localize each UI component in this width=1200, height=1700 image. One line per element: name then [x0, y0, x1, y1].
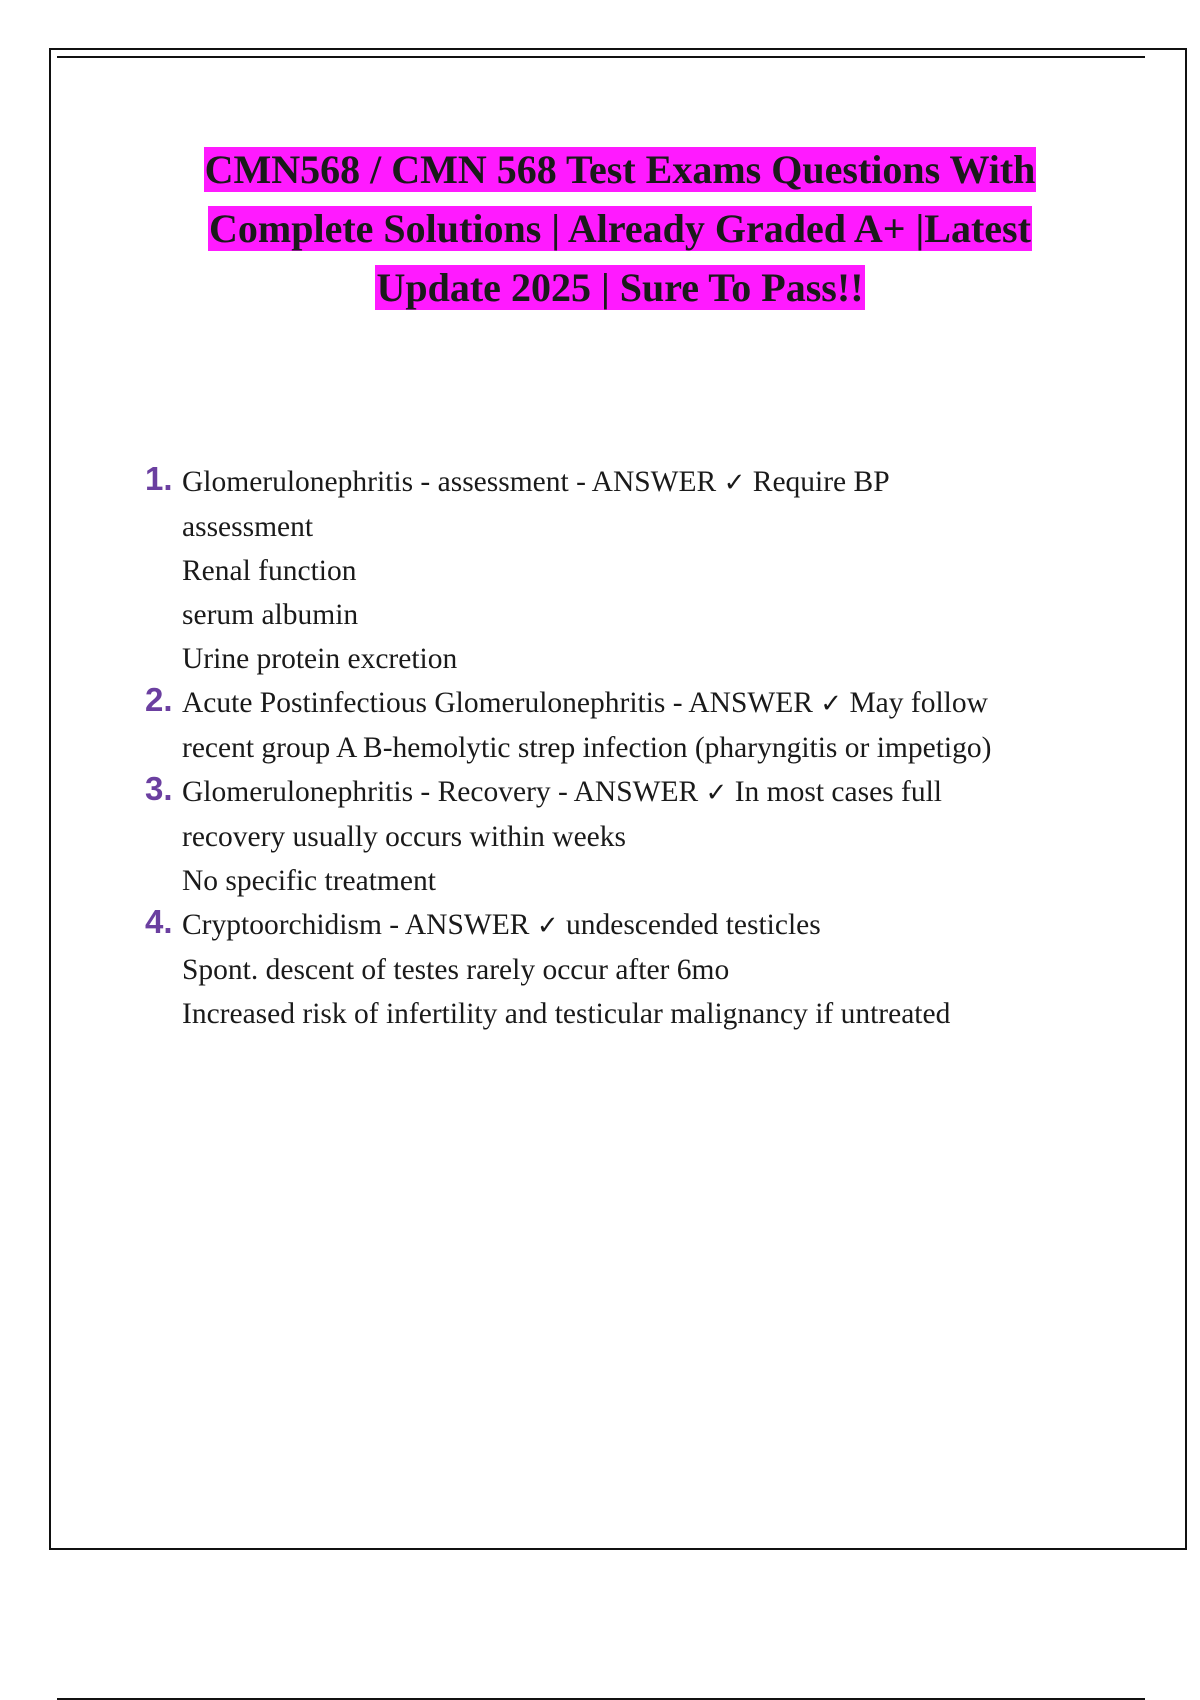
title-line-3: Update 2025 | Sure To Pass!! [376, 265, 864, 310]
answer-line: recent group A B-hemolytic strep infection (pharyngitis or impetigo) [182, 732, 992, 764]
question-item-1 [145, 460, 1145, 681]
question-item-2 [145, 681, 1145, 770]
question-number: 4. [145, 903, 173, 940]
answer-line: serum albumin [182, 599, 359, 631]
question-first-line [182, 903, 1145, 948]
question-number: 3. [145, 770, 173, 807]
answer-text: May follow [849, 687, 988, 719]
document-title [100, 140, 1140, 317]
check-icon: ✓ [723, 468, 746, 498]
answer-text: In most cases full [734, 776, 942, 808]
question-number: 1. [145, 460, 173, 497]
question-text: Glomerulonephritis - assessment - ANSWER [182, 466, 717, 498]
question-first-line [182, 460, 1145, 505]
answer-text: undescended testicles [565, 909, 821, 941]
question-list [145, 460, 1145, 1036]
question-text: Acute Postinfectious Glomerulonephritis - ANSWER [182, 687, 813, 719]
question-text: Glomerulonephritis - Recovery - ANSWER [182, 776, 699, 808]
check-icon: ✓ [705, 778, 728, 808]
answer-line: Spont. descent of testes rarely occur after 6mo [182, 954, 730, 986]
question-text: Cryptoorchidism - ANSWER [182, 909, 530, 941]
question-number: 2. [145, 681, 173, 718]
answer-line: assessment [182, 511, 314, 543]
question-item-4 [145, 903, 1145, 1036]
answer-line: Urine protein excretion [182, 643, 458, 675]
answer-line: No specific treatment [182, 865, 436, 897]
question-first-line [182, 681, 1145, 726]
title-line-1: CMN568 / CMN 568 Test Exams Questions With [204, 147, 1036, 192]
check-icon: ✓ [536, 911, 559, 941]
answer-line: recovery usually occurs within weeks [182, 821, 626, 853]
answer-line: Renal function [182, 555, 357, 587]
answer-line: Increased risk of infertility and testicular malignancy if untreated [182, 998, 951, 1030]
title-line-2: Complete Solutions | Already Graded A+ |Latest [209, 206, 1031, 251]
question-item-3 [145, 770, 1145, 903]
question-first-line [182, 770, 1145, 815]
check-icon: ✓ [820, 689, 843, 719]
answer-text: Require BP [752, 466, 890, 498]
